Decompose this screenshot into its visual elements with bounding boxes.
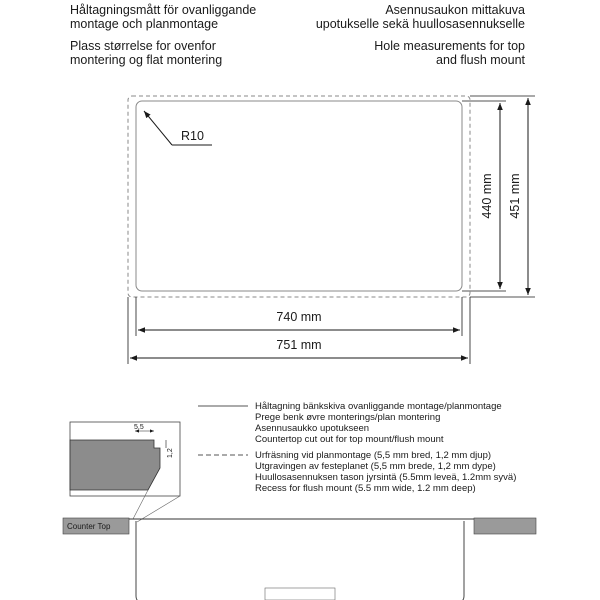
outer-height-label: 451 mm [508, 173, 522, 219]
radius-callout [144, 111, 212, 145]
countertop-section [70, 440, 160, 490]
heading-finnish-line1: Asennusaukon mittakuva [385, 3, 525, 17]
heading-swedish-line1: Håltagningsmått för ovanliggande [70, 3, 257, 17]
radius-label: R10 [181, 129, 204, 143]
legend-solid-fi: Asennusaukko upotukseen [255, 423, 370, 434]
outer-width-label: 751 mm [276, 338, 322, 352]
legend-dashed-en: Recess for flush mount (5.5 mm wide, 1.2 mm deep) [255, 483, 476, 494]
legend-solid-en: Countertop cut out for top mount/flush mount [255, 434, 444, 445]
legend-solid-sv: Håltagning bänkskiva ovanliggande montage/planmontage [255, 401, 502, 412]
inner-width-dimension [136, 297, 462, 336]
inner-height-dimension [462, 101, 506, 291]
drain [265, 588, 335, 600]
heading-english-line1: Hole measurements for top [374, 39, 525, 53]
recess-detail [70, 422, 180, 496]
sink-section [63, 518, 536, 600]
legend-dashed-text [255, 450, 516, 494]
legend-solid-text [255, 401, 502, 445]
heading-finnish-line2: upotukselle sekä huullosasennukselle [315, 17, 525, 31]
counter-top-label: Counter Top [67, 522, 111, 531]
heading-norwegian-line2: montering og flat montering [70, 53, 223, 67]
recess-outline [128, 96, 470, 297]
legend-dashed-sv: Urfräsning vid planmontage (5,5 mm bred, 1,2 mm djup) [255, 450, 492, 461]
heading-norwegian-line1: Plass størrelse for ovenfor [70, 39, 216, 53]
recess-width-label: 5,5 [134, 424, 144, 431]
zoom-line-right [137, 496, 180, 522]
countertop-right [474, 518, 536, 534]
legend-dashed-no: Utgravingen av festeplanet (5,5 mm brede, 1,2 mm dype) [255, 461, 496, 472]
legend-dashed-fi: Huullosasennuksen tason jyrsintä (5.5mm leveä, 1.2mm syvä) [255, 472, 517, 483]
recess-depth-label: 1,2 [167, 448, 174, 458]
heading-english-line2: and flush mount [436, 53, 525, 67]
inner-width-label: 740 mm [276, 310, 322, 324]
heading-swedish-line2: montage och planmontage [70, 17, 219, 31]
inner-height-label: 440 mm [480, 173, 494, 219]
legend-solid-no: Prege benk øvre monterings/plan montering [255, 412, 441, 423]
